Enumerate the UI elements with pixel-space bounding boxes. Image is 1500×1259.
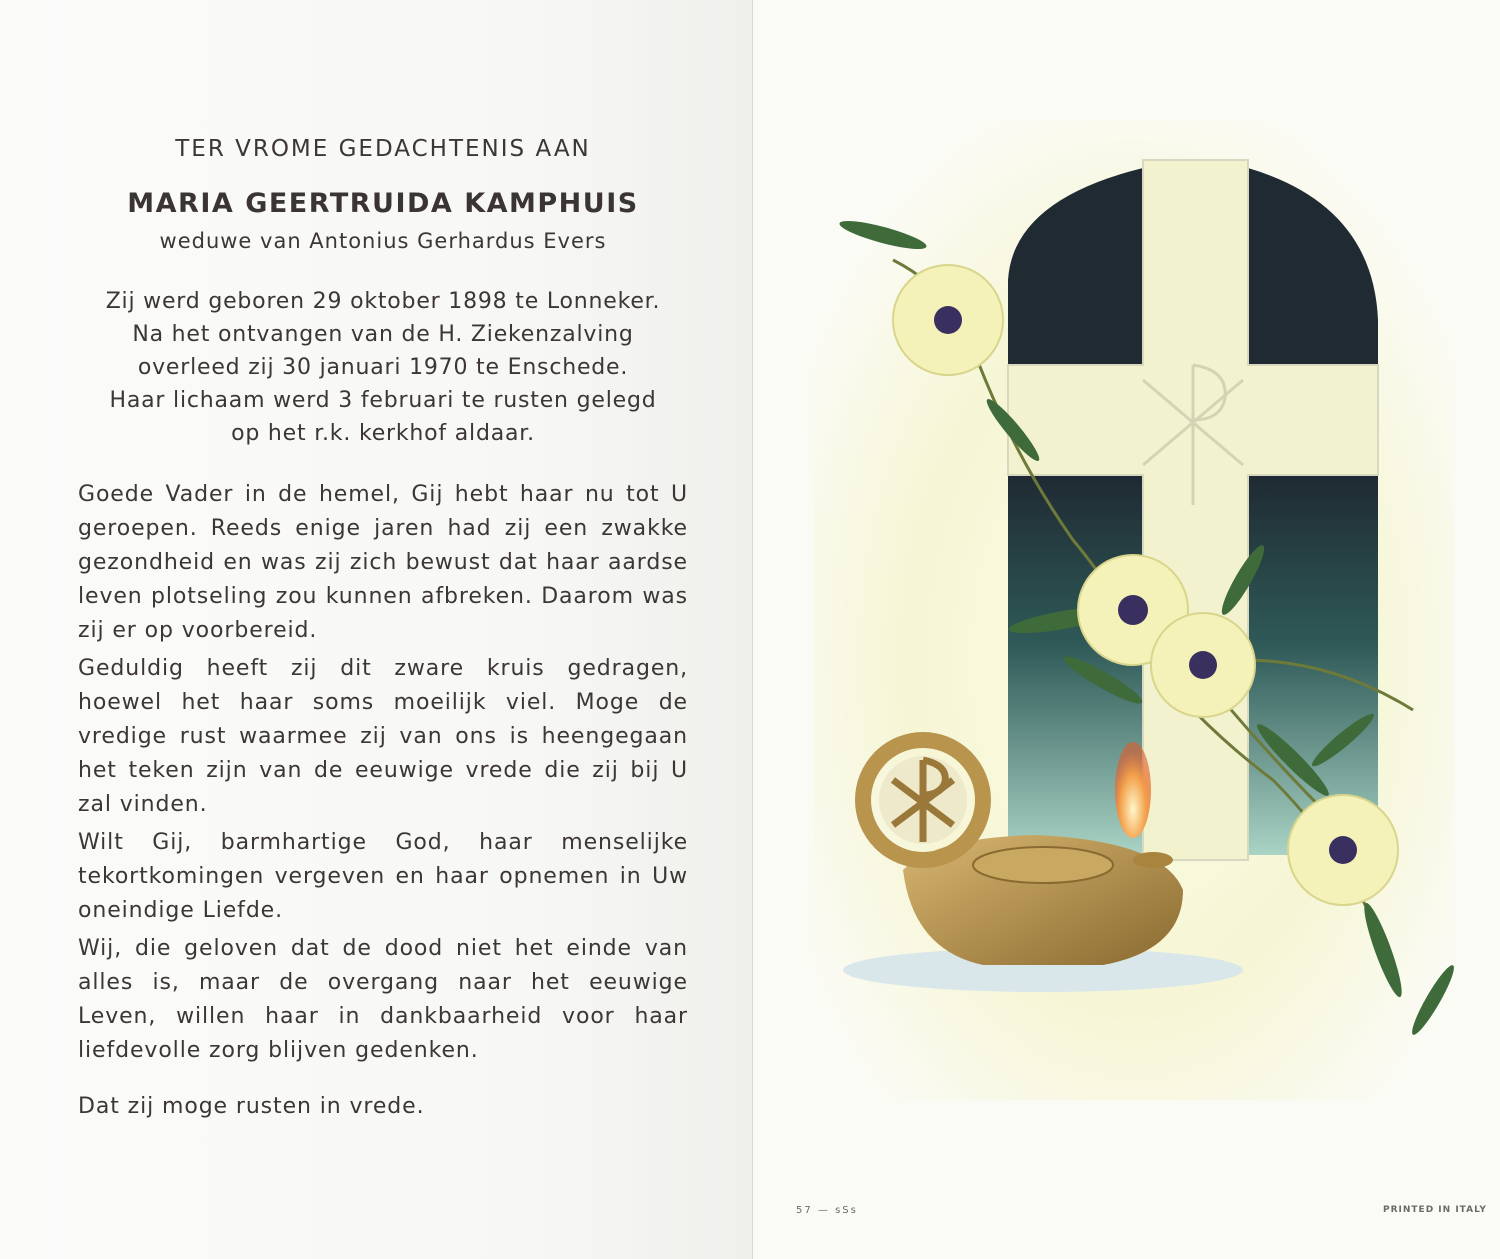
picture-page: [753, 0, 1500, 1259]
bio-line: op het r.k. kerkhof aldaar.: [231, 421, 535, 446]
deceased-name: MARIA GEERTRUIDA KAMPHUIS: [127, 188, 639, 219]
bio-line: Haar lichaam werd 3 februari te rusten gelegd: [109, 388, 657, 413]
footer-printed: PRINTED IN ITALY: [1383, 1205, 1487, 1215]
devotional-illustration: [773, 20, 1473, 1120]
prayer-paragraph: Wij, die geloven dat de dood niet het einde van alles is, maar de overgang naar het eeuwige Leven, willen haar in dankbaarheid voor haar liefdevolle zorg blijven gedenken.: [78, 936, 688, 1063]
prayer-paragraph: Wilt Gij, barmhartige God, haar menselijke tekortkomingen vergeven en haar opnemen in Uw oneindige Liefde.: [78, 830, 688, 923]
bio-line: overleed zij 30 januari 1970 te Enschede.: [137, 355, 629, 380]
flower-bottom-right: [1288, 795, 1398, 905]
flower-middle-right: [1151, 613, 1255, 717]
prayer-paragraph: Geduldig heeft zij dit zware kruis gedragen, hoewel het haar soms moeilijk viel. Moge de vredige rust waarmee zij van ons is heengegaan het teken zijn van de eeuwige vrede die zij bij U zal vinden.: [78, 656, 688, 817]
bio-line: Zij werd geboren 29 oktober 1898 te Lonneker.: [105, 289, 661, 314]
text-column: [78, 136, 688, 1141]
heading: TER VROME GEDACHTENIS AAN: [175, 136, 591, 162]
bio-line: Na het ontvangen van de H. Ziekenzalving: [132, 322, 634, 347]
footer-code: 57 — sSs: [796, 1205, 858, 1216]
flower-top: [893, 265, 1003, 375]
closing-line: Dat zij moge rusten in vrede.: [78, 1094, 425, 1119]
prayer-paragraph: Goede Vader in de hemel, Gij hebt haar nu tot U geroepen. Reeds enige jaren had zij een zwakke gezondheid en was zij zich bewust dat haar aardse leven plotseling zou kunnen afbreken. Daarom was zij er op voorbereid.: [78, 482, 688, 643]
biography: [78, 285, 688, 450]
lamp-flame: [1115, 742, 1151, 838]
subtitle: weduwe van Antonius Gerhardus Evers: [159, 229, 607, 253]
